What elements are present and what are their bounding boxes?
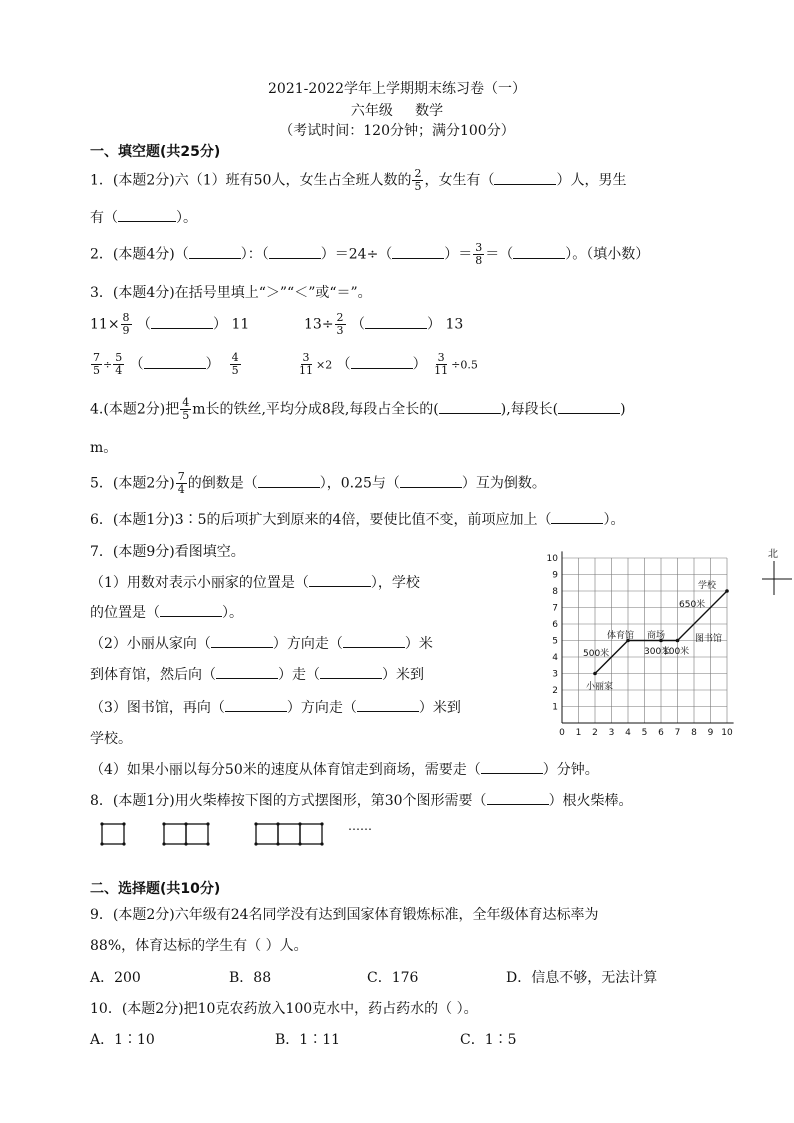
- label-650m: 650米: [679, 600, 706, 610]
- q2-text-e: ＝（: [485, 246, 514, 263]
- q1-line1: [90, 168, 626, 193]
- q1-text2: ，女生有（: [424, 172, 495, 189]
- x-tick-label: 9: [707, 728, 714, 738]
- x-tick-label: 1: [575, 728, 582, 738]
- q4-line2: m。: [90, 440, 118, 456]
- q7-blank-dir3[interactable]: [225, 697, 287, 712]
- q1-blank-girls[interactable]: [494, 170, 556, 185]
- q9-line1: 9．(本题2分)六年级有24名同学没有达到国家体育锻炼标准，全年级体育达标率为: [90, 907, 599, 923]
- q2-text-a: 2．(本题4分)（: [90, 246, 189, 263]
- q9-option-b[interactable]: B．88: [229, 970, 272, 986]
- location-map: [540, 543, 794, 741]
- north-label: 北: [768, 549, 778, 560]
- x-tick-label: 0: [559, 728, 565, 738]
- q10-option-a[interactable]: A．1∶10: [90, 1032, 155, 1048]
- section1-heading: 一、填空题(共25分): [90, 144, 221, 160]
- q2-blank-2[interactable]: [269, 244, 321, 259]
- q2-text-c: ）＝24÷（: [320, 246, 393, 263]
- x-tick-label: 7: [674, 728, 681, 738]
- exam-info: （考试时间：120分钟；满分100分）: [279, 123, 515, 139]
- y-tick-label: 9: [552, 570, 558, 581]
- q2-line: [90, 242, 649, 267]
- x-tick-label: 6: [658, 728, 664, 738]
- q3-blank-2[interactable]: [365, 314, 427, 329]
- q7-s2-line2: 到体育馆，然后向（ ）走（ ）米到: [90, 664, 424, 684]
- y-tick-label: 6: [552, 620, 558, 630]
- q7-s3-line1: （3）图书馆，再向（ ）方向走（ ）米到: [90, 697, 461, 717]
- x-tick-label: 10: [721, 728, 733, 738]
- q9-option-d[interactable]: D．信息不够，无法计算: [506, 970, 658, 986]
- q10-option-c[interactable]: C．1∶5: [460, 1032, 517, 1048]
- q9-line2: 88%，体育达标的学生有（ ）人。: [90, 938, 308, 954]
- q7-blank-dir1[interactable]: [211, 633, 273, 648]
- matchstick-figure-2b: [186, 824, 208, 844]
- q4-blank-2[interactable]: [558, 399, 620, 414]
- q7-blank-dist2[interactable]: [320, 664, 382, 679]
- matchstick-ellipsis: ……: [348, 820, 372, 833]
- q3-item-1: 11× $\frac{8}{9}$ （ ） 11: [90, 311, 250, 337]
- q3-blank-3[interactable]: [144, 354, 206, 369]
- q9-option-a[interactable]: A．200: [90, 970, 141, 986]
- q4-line1: 4.(本题2分)把 $\frac{4}{5}$ m长的铁丝,平均分成8段,每段占全长的( ),每段长( ): [90, 396, 626, 422]
- q7-blank-dist1[interactable]: [343, 633, 405, 648]
- y-tick-label: 4: [552, 653, 558, 663]
- y-tick-label: 8: [552, 587, 558, 597]
- q1-blank-boys[interactable]: [118, 207, 176, 222]
- q6-line: 6．(本题1分)3∶5的后项扩大到原来的4倍，要使比值不变，前项应加上（ ）。: [90, 509, 624, 529]
- q2-blank-1[interactable]: [189, 244, 241, 259]
- q7-blank-home[interactable]: [309, 572, 371, 587]
- q1-line2: [90, 207, 197, 227]
- q3-blank-4[interactable]: [351, 354, 413, 369]
- q7-blank-dir2[interactable]: [216, 664, 278, 679]
- q9-option-c[interactable]: C．176: [367, 970, 419, 986]
- matchstick-figure-3c: [300, 824, 322, 844]
- q4-blank-1[interactable]: [439, 399, 501, 414]
- q7-blank-minutes[interactable]: [481, 759, 543, 774]
- x-tick-label: 5: [641, 728, 648, 738]
- y-tick-label: 7: [552, 603, 558, 614]
- compass-icon: [762, 561, 792, 595]
- q7-blank-dist3[interactable]: [357, 697, 419, 712]
- q5-blank-2[interactable]: [400, 473, 462, 488]
- subject-label: 数学: [415, 103, 444, 119]
- q3-item-2: 13÷ $\frac{2}{3}$ （ ） 13: [304, 311, 464, 337]
- q7-s1-line1: （1）用数对表示小丽家的位置是（ ），学校: [90, 572, 420, 592]
- label-library: 图书馆: [695, 634, 723, 644]
- y-tick-label: 5: [552, 636, 558, 647]
- q1-fraction: $\frac{2}{5}$: [414, 167, 422, 193]
- q1-text4: 有（: [90, 210, 118, 226]
- x-tick-label: 4: [625, 728, 631, 738]
- q10-line1: 10．(本题2分)把10克农药放入100克水中，药占药水的（ ）。: [90, 1001, 478, 1017]
- label-home: 小丽家: [586, 682, 614, 692]
- matchstick-figure-2a: [164, 824, 186, 844]
- grade-label: 六年级: [350, 103, 393, 119]
- q5-blank-1[interactable]: [258, 473, 320, 488]
- matchstick-figure-3a: [256, 824, 278, 844]
- q3-blank-1[interactable]: [151, 314, 213, 329]
- q3-item-3: $\frac{7}{5}$ ÷ $\frac{5}{4}$ （ ） $\frac{4}{5}$: [93, 351, 239, 377]
- q7-s1-line2: 的位置是（ ）。: [90, 602, 243, 622]
- q2-text-d: ）＝: [444, 246, 473, 263]
- q2-fraction: $\frac{3}{8}$: [475, 241, 483, 267]
- x-tick-label: 8: [691, 728, 697, 738]
- label-school: 学校: [698, 581, 717, 591]
- q8-blank[interactable]: [487, 790, 549, 805]
- y-tick-label: 2: [552, 686, 558, 696]
- matchstick-figure-1: [102, 824, 124, 844]
- q2-blank-3[interactable]: [392, 244, 444, 259]
- q3-text: 3．(本题4分)在括号里填上“＞”“＜”或“＝”。: [90, 285, 372, 301]
- q3-item-4: $\frac{3}{11}$ ×2 （ ） $\frac{3}{11}$ ÷0.5: [299, 351, 478, 377]
- route-point: [725, 589, 729, 593]
- q7-text: 7．(本题9分)看图填空。: [90, 544, 245, 560]
- q6-blank[interactable]: [551, 509, 603, 524]
- q7-blank-school[interactable]: [160, 602, 222, 617]
- matchstick-figures: [96, 820, 386, 850]
- q2-text-b: ）：（: [240, 246, 269, 263]
- y-tick-label: 1: [552, 702, 558, 713]
- q2-blank-4[interactable]: [513, 244, 565, 259]
- q7-s4-line: （4）如果小丽以每分50米的速度从体育馆走到商场，需要走（ ）分钟。: [90, 759, 599, 779]
- y-tick-label: 10: [546, 554, 558, 564]
- q1-text3: ）人，男生: [556, 172, 627, 189]
- exam-subtitle: [0, 100, 794, 120]
- q10-option-b[interactable]: B．1∶11: [275, 1032, 341, 1048]
- label-100m: 100米: [663, 647, 690, 657]
- x-tick-label: 2: [592, 728, 598, 738]
- section2-heading: 二、选择题(共10分): [90, 881, 221, 897]
- exam-title: 2021-2022学年上学期期末练习卷（一）: [268, 81, 526, 97]
- y-tick-label: 3: [552, 669, 558, 680]
- matchstick-figure-3b: [278, 824, 300, 844]
- q1-text: 1．(本题2分)六（1）班有50人，女生占全班人数的: [90, 172, 412, 189]
- label-500m: 500米: [583, 649, 610, 659]
- label-300m: 300米: [644, 647, 671, 657]
- label-gym: 体育馆: [607, 631, 635, 641]
- q8-line: 8．(本题1分)用火柴棒按下图的方式摆图形，第30个图形需要（ ）根火柴棒。: [90, 790, 633, 810]
- route-point: [593, 672, 597, 676]
- q5-line: 5．(本题2分) $\frac{7}{4}$ 的倒数是（ ），0.25与（ ）互为倒数。: [90, 470, 546, 496]
- q2-text-f: ）。（填小数）: [565, 246, 650, 263]
- q7-s3-line2: 学校。: [90, 731, 132, 747]
- label-mall: 商场: [647, 631, 666, 641]
- q1-text5: ）。: [176, 210, 197, 226]
- x-tick-label: 3: [608, 728, 615, 738]
- q7-s2-line1: （2）小丽从家向（ ）方向走（ ）米: [90, 633, 433, 653]
- route-point: [676, 639, 680, 643]
